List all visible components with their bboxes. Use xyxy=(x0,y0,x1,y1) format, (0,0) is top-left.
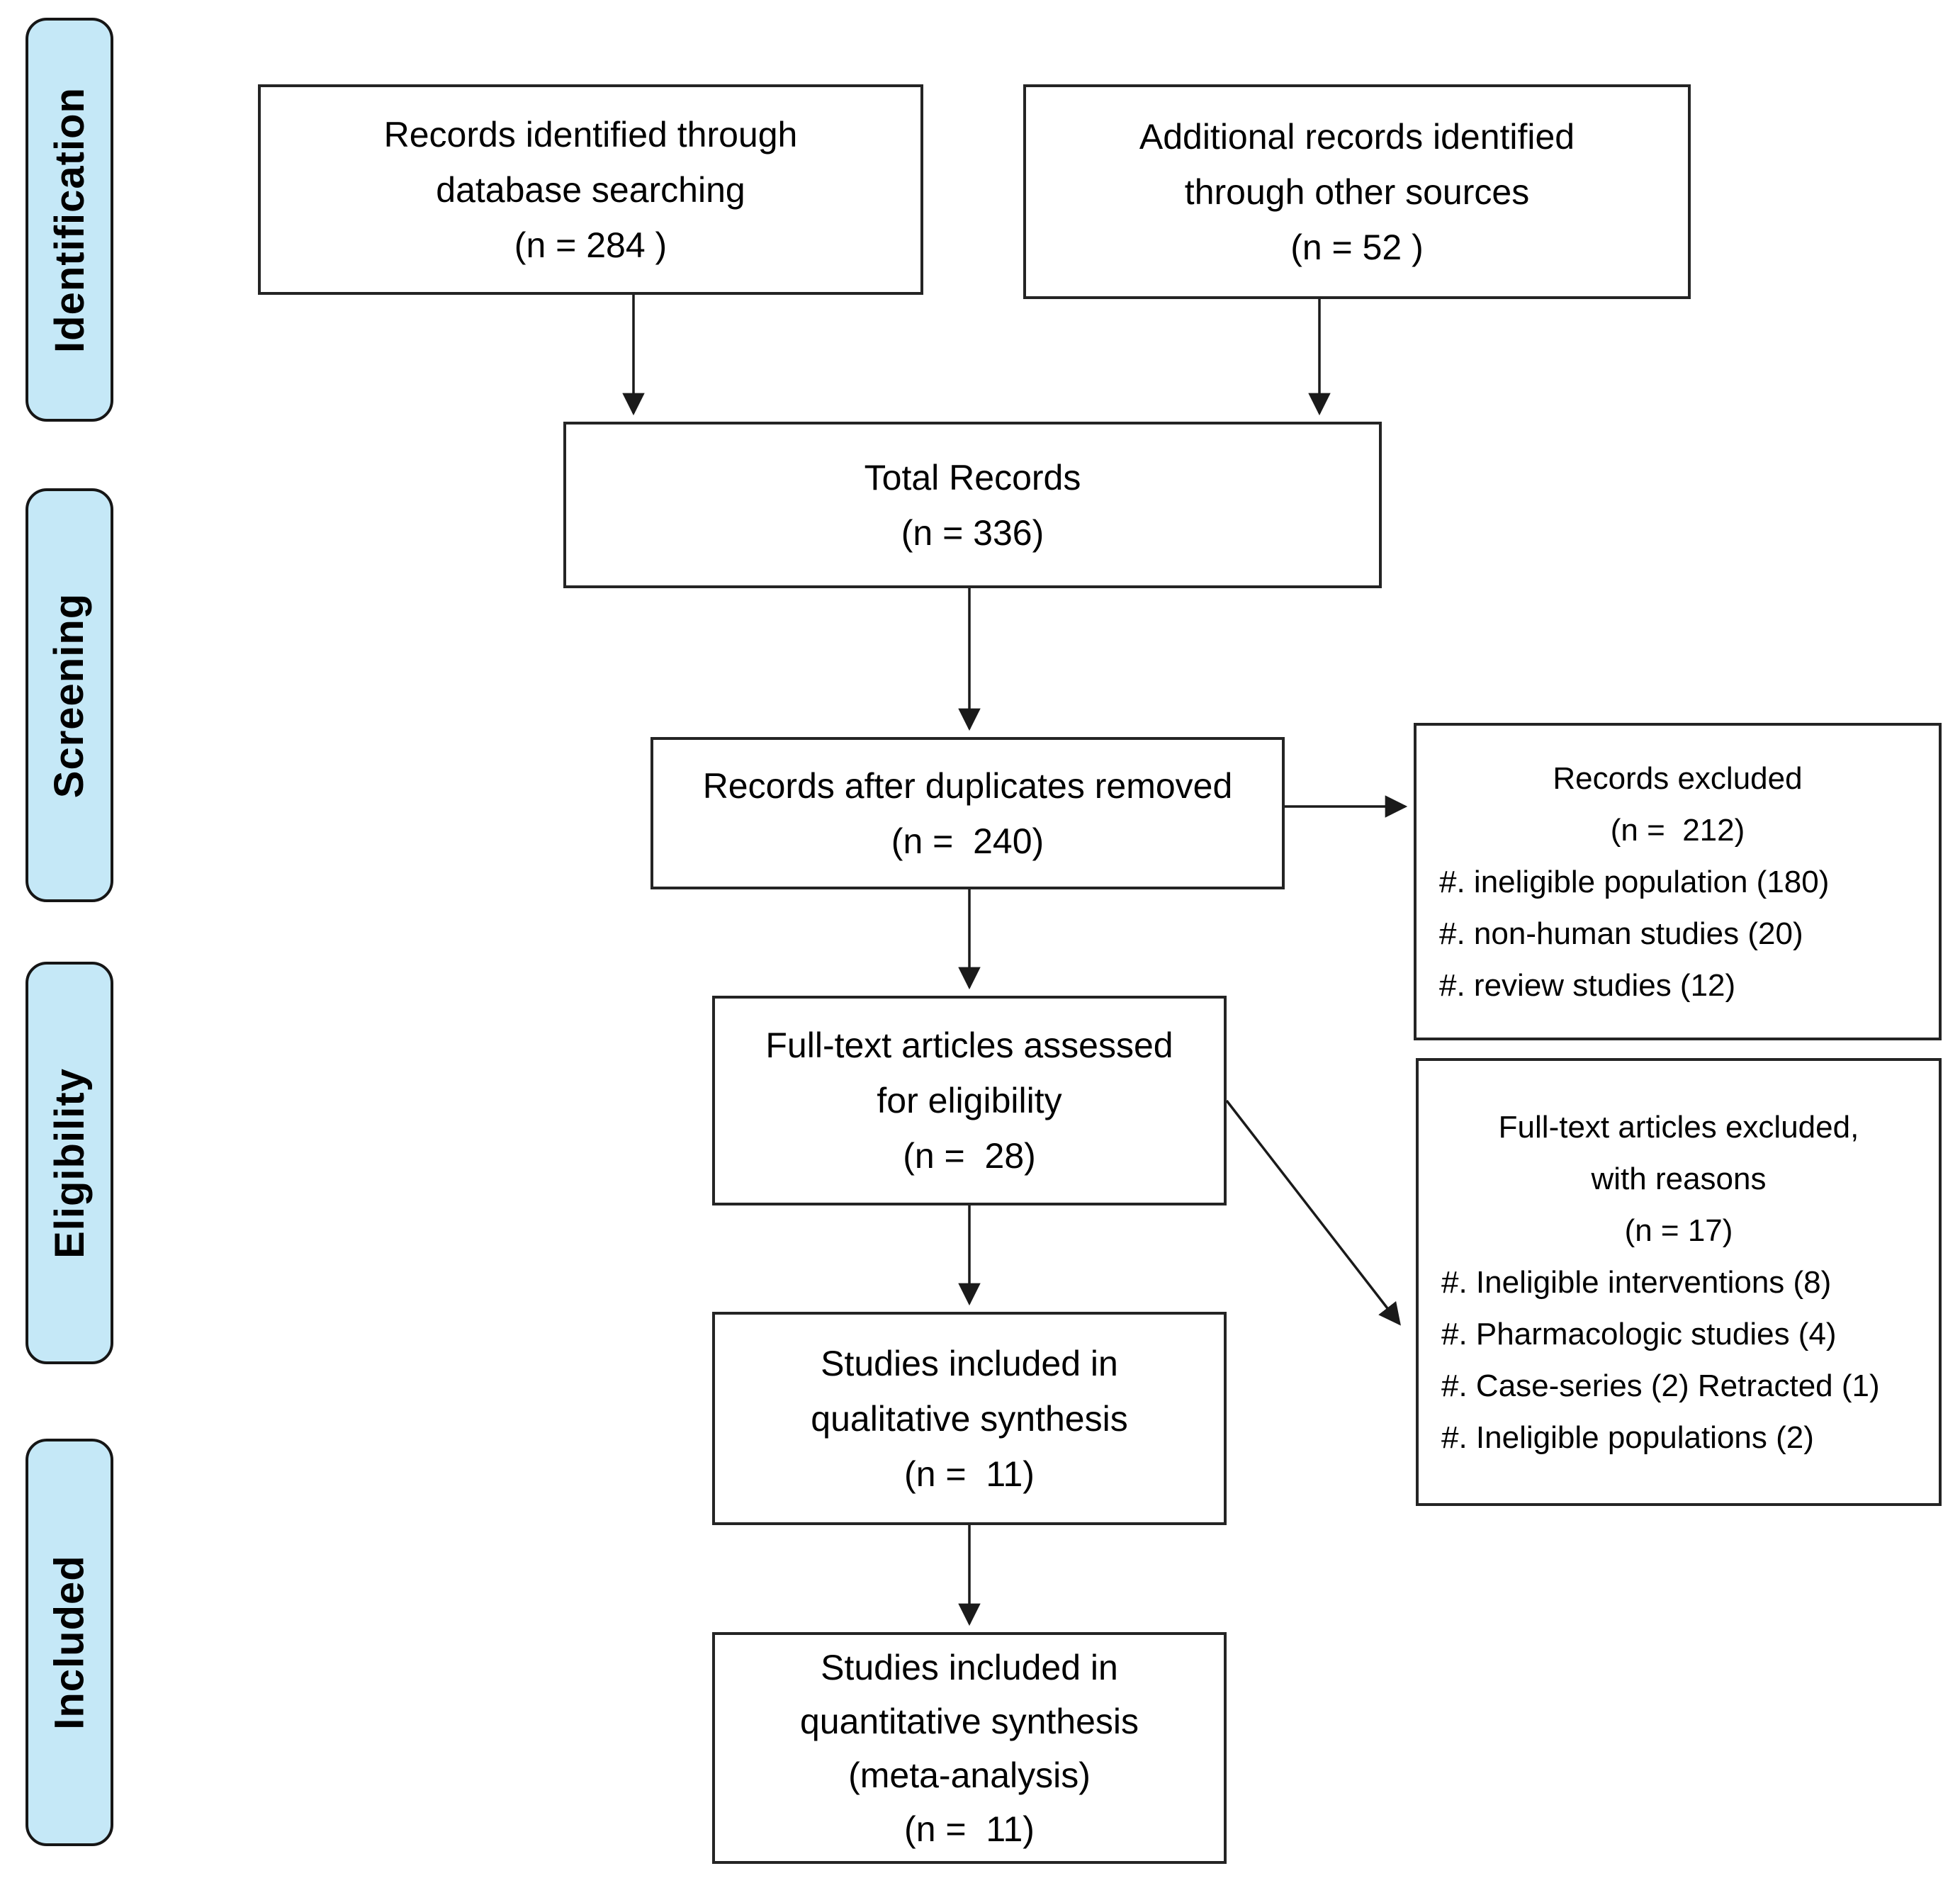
stage-identification-label: Identification xyxy=(46,86,93,353)
box-line: (n = 240) xyxy=(891,821,1044,861)
arrow-fulltext-assessed-to-fulltext-excluded xyxy=(1227,1101,1399,1324)
stage-included-label: Included xyxy=(46,1555,93,1730)
box-line: #. Pharmacologic studies (4) xyxy=(1441,1316,1837,1351)
box-line: Total Records xyxy=(864,457,1081,498)
box-line: through other sources xyxy=(1184,172,1530,212)
box-line: Records identified through xyxy=(383,114,798,154)
stage-screening-label: Screening xyxy=(46,592,93,798)
box-line: Records excluded xyxy=(1553,760,1803,796)
box-line: (n = 11) xyxy=(904,1809,1035,1849)
box-line: (n = 284 ) xyxy=(514,225,668,265)
box-line: for eligibility xyxy=(877,1081,1062,1120)
box-line: (meta-analysis) xyxy=(848,1755,1091,1795)
box-line: Full-text articles excluded, xyxy=(1498,1109,1859,1145)
box-line: Additional records identified xyxy=(1139,116,1575,157)
box-line: #. Ineligible populations (2) xyxy=(1441,1420,1814,1455)
box-line: (n = 28) xyxy=(903,1136,1036,1176)
box-total-records xyxy=(563,422,1382,588)
box-line: #. ineligible population (180) xyxy=(1439,864,1830,899)
box-line: (n = 212) xyxy=(1610,812,1745,848)
stage-included xyxy=(26,1439,113,1846)
box-qualitative-synthesis xyxy=(712,1312,1227,1525)
box-duplicates-removed xyxy=(650,737,1285,889)
box-quantitative-synthesis xyxy=(712,1632,1227,1864)
stage-eligibility xyxy=(26,962,113,1364)
box-line: (n = 11) xyxy=(904,1454,1035,1494)
box-line: with reasons xyxy=(1591,1161,1767,1196)
box-line: Records after duplicates removed xyxy=(702,765,1233,806)
box-additional-records xyxy=(1023,84,1691,299)
box-line: quantitative synthesis xyxy=(799,1701,1139,1741)
box-line: #. Ineligible interventions (8) xyxy=(1441,1264,1832,1300)
box-line: Studies included in xyxy=(821,1343,1118,1383)
box-line: #. review studies (12) xyxy=(1439,967,1736,1003)
stage-screening xyxy=(26,488,113,902)
box-line: qualitative synthesis xyxy=(811,1398,1128,1439)
box-line: #. Case-series (2) Retracted (1) xyxy=(1441,1368,1880,1403)
box-line: Studies included in xyxy=(821,1647,1118,1687)
box-line: #. non-human studies (20) xyxy=(1439,916,1803,951)
box-records-identified-db xyxy=(258,84,923,295)
box-line: (n = 336) xyxy=(901,512,1044,553)
box-fulltext-assessed xyxy=(712,996,1227,1205)
box-line: database searching xyxy=(436,169,745,210)
box-records-excluded xyxy=(1414,723,1942,1040)
stage-identification xyxy=(26,18,113,422)
box-fulltext-excluded xyxy=(1416,1058,1942,1506)
stage-eligibility-label: Eligibility xyxy=(46,1067,93,1259)
box-line: (n = 17) xyxy=(1624,1213,1733,1248)
box-line: (n = 52 ) xyxy=(1290,227,1424,267)
box-line: Full-text articles assessed xyxy=(765,1025,1173,1065)
